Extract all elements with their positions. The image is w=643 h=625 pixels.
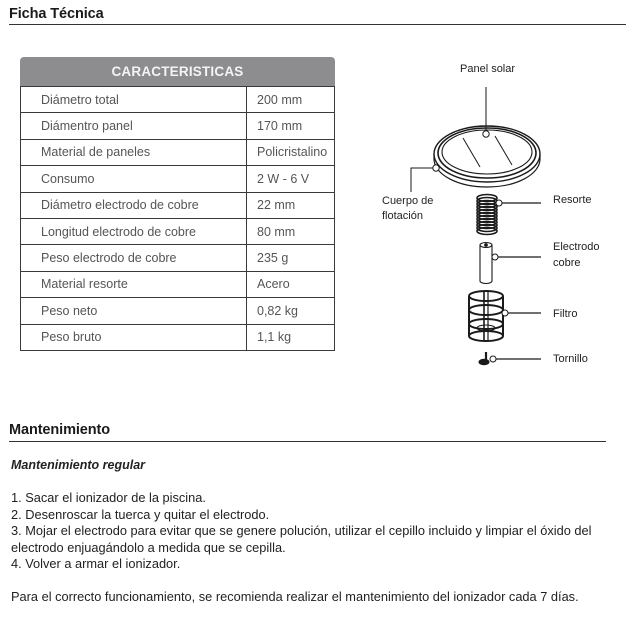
table-row [21, 139, 335, 165]
spring-illustration [477, 195, 497, 235]
spec-label: Diámetro electrodo de cobre [21, 192, 247, 218]
table-row [21, 298, 335, 324]
list-item: 2. Desenroscar la tuerca y quitar el electrodo. [11, 506, 270, 522]
label-cuerpo-line1: Cuerpo de [382, 195, 434, 207]
exploded-diagram [370, 55, 640, 385]
specifications-table-body [20, 86, 335, 351]
spec-value: Acero [247, 271, 335, 297]
spec-label: Material de paneles [21, 139, 247, 165]
spec-value: 200 mm [247, 87, 335, 113]
label-cuerpo-line2: flotación [382, 210, 423, 222]
filter-illustration [469, 291, 503, 341]
spec-value: 22 mm [247, 192, 335, 218]
specifications-table-header: CARACTERISTICAS [20, 57, 335, 86]
spec-label: Diámentro panel [21, 113, 247, 139]
copper-electrode-illustration [480, 243, 492, 284]
table-row [21, 113, 335, 139]
spec-value: 2 W - 6 V [247, 166, 335, 192]
label-filtro: Filtro [553, 308, 578, 320]
table-row [21, 271, 335, 297]
maintenance-steps-list [11, 490, 631, 573]
spec-value: 170 mm [247, 113, 335, 139]
table-row [21, 218, 335, 244]
spec-label: Diámetro total [21, 87, 247, 113]
list-item: 3. Mojar el electrodo para evitar que se genere polución, utilizar el cepillo incluido y limpiar el óxido del electrodo enjuagándolo a medida que se cepilla. [11, 523, 592, 555]
table-row [21, 245, 335, 271]
spec-label: Peso electrodo de cobre [21, 245, 247, 271]
maintenance-note: Para el correcto funcionamiento, se recomienda realizar el mantenimiento del ionizador cada 7 días. [11, 589, 579, 604]
spec-value: 80 mm [247, 218, 335, 244]
spec-value: 0,82 kg [247, 298, 335, 324]
list-item: 1. Sacar el ionizador de la piscina. [11, 490, 206, 505]
spec-value: 1,1 kg [247, 324, 335, 350]
solar-panel-illustration [463, 136, 512, 167]
label-electrodo-line1: Electrodo [553, 241, 600, 253]
table-row [21, 324, 335, 350]
spec-label: Material resorte [21, 271, 247, 297]
spec-label: Longitud electrodo de cobre [21, 218, 247, 244]
ficha-tecnica-divider [9, 24, 626, 25]
label-panel-solar: Panel solar [460, 63, 516, 75]
label-resorte: Resorte [553, 194, 592, 206]
spec-label: Consumo [21, 166, 247, 192]
specifications-table [20, 57, 335, 351]
screw-illustration [479, 352, 489, 365]
spec-value: 235 g [247, 245, 335, 271]
mantenimiento-title: Mantenimiento [9, 422, 111, 438]
table-row [21, 87, 335, 113]
table-row [21, 192, 335, 218]
ficha-tecnica-title: Ficha Técnica [9, 6, 104, 22]
spec-value: Policristalino [247, 139, 335, 165]
table-row [21, 166, 335, 192]
mantenimiento-divider [9, 441, 606, 442]
spec-label: Peso neto [21, 298, 247, 324]
mantenimiento-subtitle: Mantenimiento regular [11, 458, 146, 472]
spec-label: Peso bruto [21, 324, 247, 350]
label-electrodo-line2: cobre [553, 257, 581, 269]
list-item: 4. Volver a armar el ionizador. [11, 556, 181, 571]
label-tornillo: Tornillo [553, 353, 588, 365]
